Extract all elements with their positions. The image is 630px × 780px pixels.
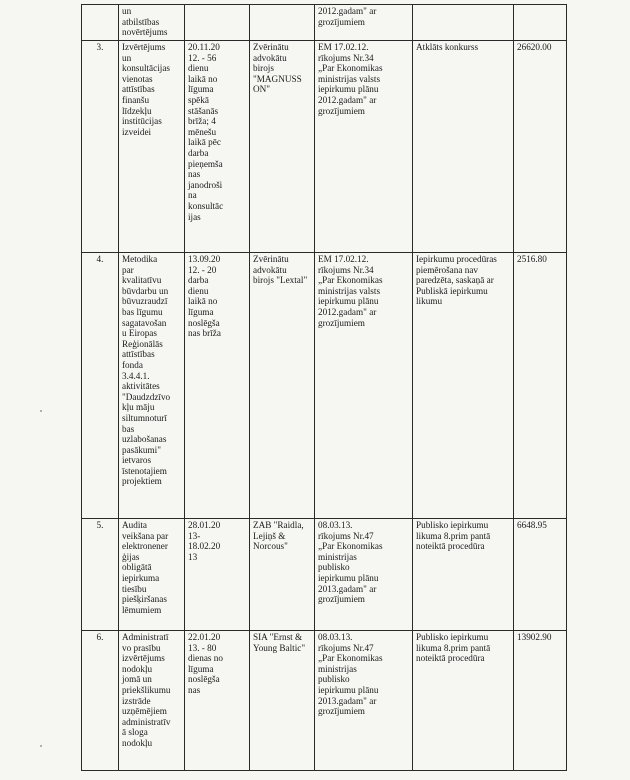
term-cell — [185, 5, 250, 41]
procedure-cell: Iepirkumu procedūras piemērošana nav paredzēta, saskaņā ar Publiskā iepirkumu likumu — [413, 253, 514, 519]
basis-cell: 2012.gadam" ar grozījumiem — [315, 5, 413, 41]
table-row — [82, 253, 567, 519]
basis-cell: EM 17.02.12. rīkojums Nr.34 „Par Ekonomikas ministrijas valsts iepirkumu plānu 2012.gadam" ar grozījumiem — [315, 41, 413, 253]
term-cell: 28.01.20 13- 18.02.20 13 — [185, 519, 250, 631]
provider-cell — [250, 5, 315, 41]
row-number — [82, 5, 119, 41]
procedure-cell: Atklāts konkurss — [413, 41, 514, 253]
term-cell: 22.01.20 13. - 80 dienas no līguma noslēgša nas — [185, 631, 250, 771]
row-number: 5. — [82, 519, 119, 631]
row-number: 4. — [82, 253, 119, 519]
subject-cell: Administratī vo prasību izvērtējums nodokļu jomā un priekšlikumu izstrāde uzņēmējiem administratīv ā sloga nodokļu — [119, 631, 185, 771]
scan-speck — [40, 410, 42, 412]
table-row — [82, 41, 567, 253]
table-row-fragment — [82, 5, 567, 41]
procedure-cell — [413, 5, 514, 41]
subject-cell: Metodika par kvalitatīvu būvdarbu un būvuzraudzī bas līgumu sagatavošan u Eiropas Reģionālās attīstības fonda 3.4.4.1. aktivitātes "Daudzdzīvo kļu māju siltumnoturī bas uzlabošanas pasākumi" ietvaros īstenotajiem projektiem — [119, 253, 185, 519]
provider-cell: Zvērinātu advokātu birojs "Lextal" — [250, 253, 315, 519]
procurement-table — [81, 4, 567, 771]
provider-cell: SIA "Ernst & Young Baltic" — [250, 631, 315, 771]
subject-cell: Audita veikšana par elektronener ģijas obligātā iepirkuma tiesību piešķiršanas lēmumiem — [119, 519, 185, 631]
basis-cell: EM 17.02.12. rīkojums Nr.34 „Par Ekonomikas ministrijas valsts iepirkumu plānu 2012.gadam" ar grozījumiem — [315, 253, 413, 519]
procedure-cell: Publisko iepirkumu likuma 8.prim pantā noteiktā procedūra — [413, 631, 514, 771]
amount-cell: 26620.00 — [514, 41, 567, 253]
table-row — [82, 631, 567, 771]
row-number: 3. — [82, 41, 119, 253]
term-cell: 20.11.20 12. - 56 dienu laikā no līguma spēkā stāšanās brīža; 4 mēnešu laikā pēc darba pieņemša nas janodroši na konsultāc ijas — [185, 41, 250, 253]
basis-cell: 08.03.13. rīkojums Nr.47 „Par Ekonomikas ministrijas publisko iepirkumu plānu 2013.gadam" ar grozījumiem — [315, 519, 413, 631]
amount-cell: 2516.80 — [514, 253, 567, 519]
row-number: 6. — [82, 631, 119, 771]
term-cell: 13.09.20 12. - 20 darba dienu laikā no līguma noslēgša nas brīža — [185, 253, 250, 519]
subject-cell: un atbilstības novērtējums — [119, 5, 185, 41]
amount-cell: 13902.90 — [514, 631, 567, 771]
procedure-cell: Publisko iepirkumu likuma 8.prim pantā noteiktā procedūra — [413, 519, 514, 631]
amount-cell — [514, 5, 567, 41]
table-row — [82, 519, 567, 631]
basis-cell: 08.03.13. rīkojums Nr.47 „Par Ekonomikas ministrijas publisko iepirkumu plānu 2013.gadam" ar grozījumiem — [315, 631, 413, 771]
provider-cell: ZAB "Raidla, Lejiņš & Norcous" — [250, 519, 315, 631]
amount-cell: 6648.95 — [514, 519, 567, 631]
subject-cell: Izvērtējums un konsultācijas vienotas attīstības finanšu līdzekļu institūcijas izveidei — [119, 41, 185, 253]
scan-speck — [40, 745, 42, 747]
provider-cell: Zvērinātu advokātu birojs "MAGNUSS ON" — [250, 41, 315, 253]
